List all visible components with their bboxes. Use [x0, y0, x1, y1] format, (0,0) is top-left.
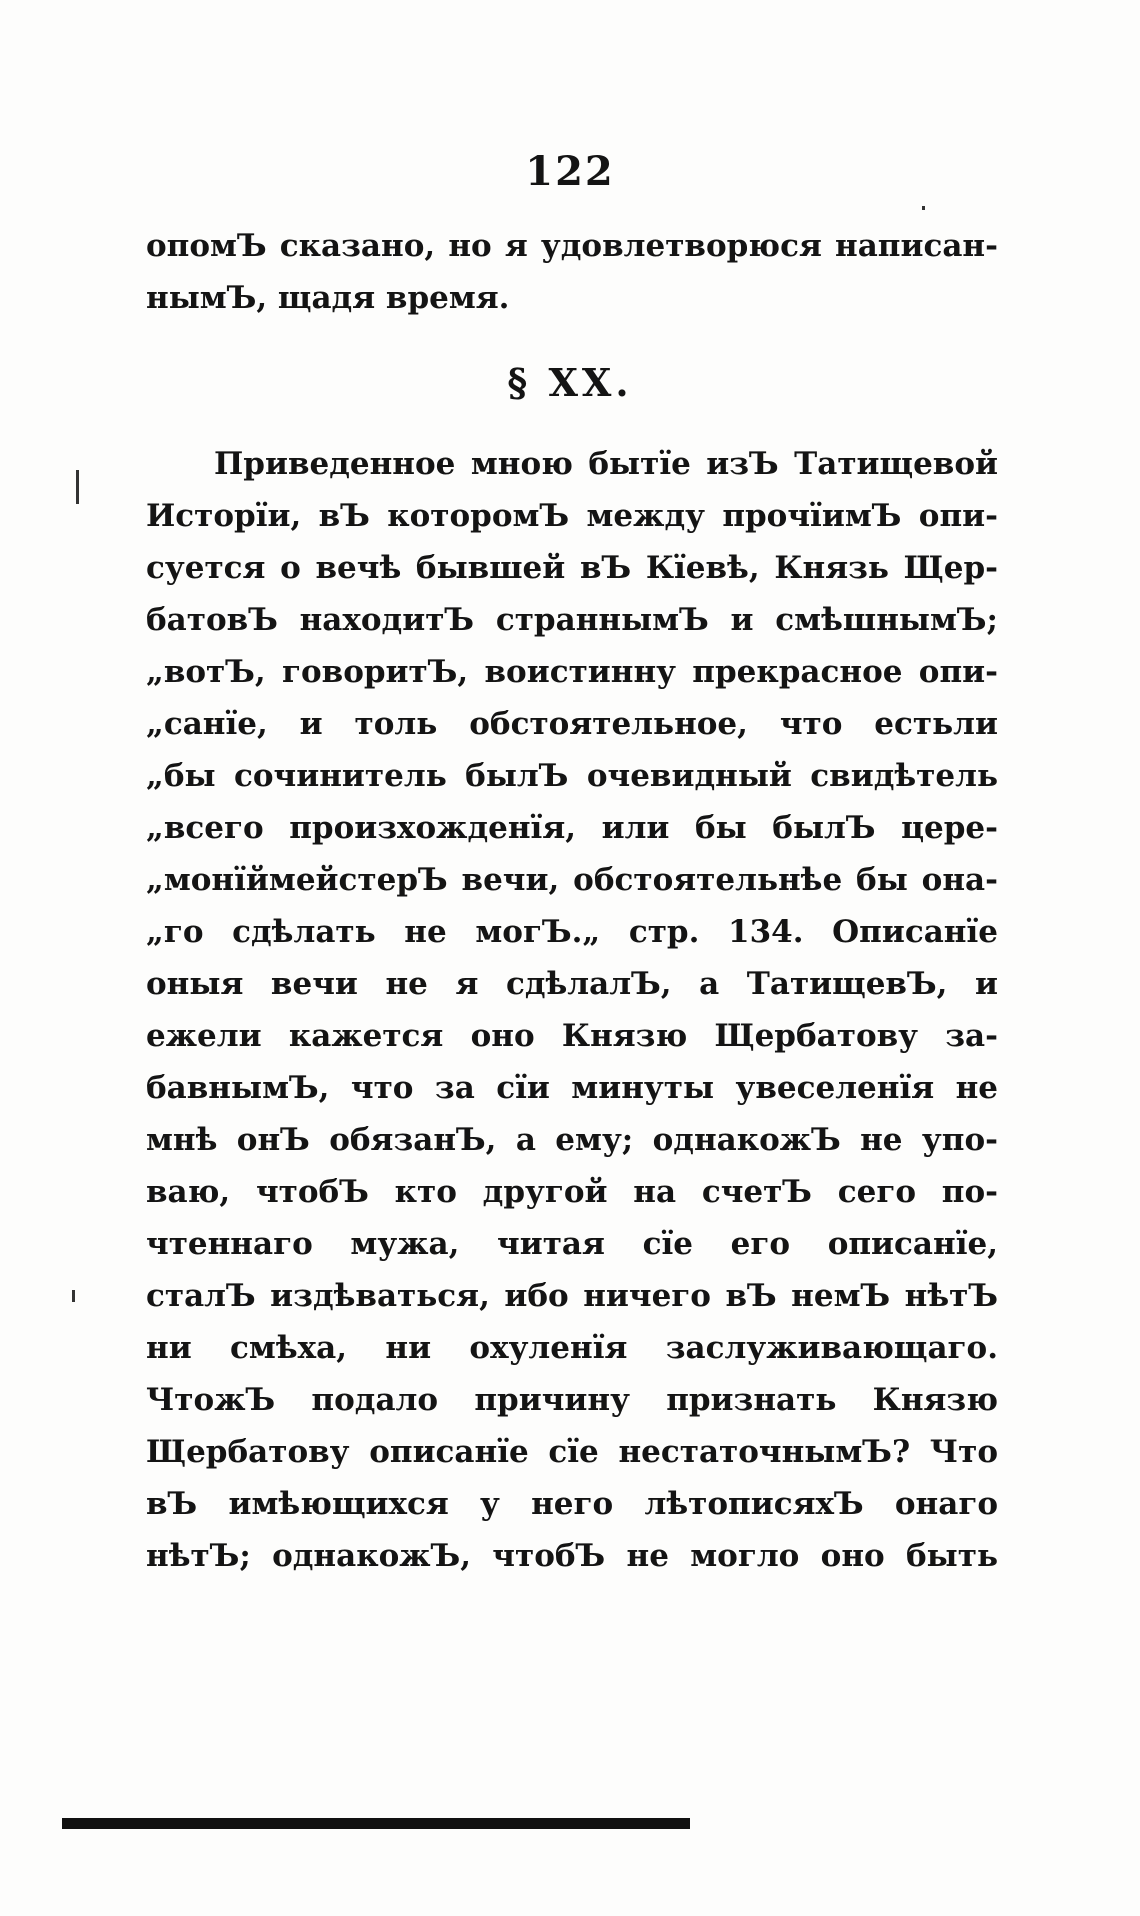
text-line: „го сдѣлать не могЪ.„ стр. 134. Описанїе	[146, 914, 998, 950]
text-line: „санїе, и толь обстоятельное, что естьли	[146, 706, 998, 742]
text-line: „бы сочинитель былЪ очевидный свидѣтель	[146, 758, 998, 794]
text-line: нымЪ, щадя время.	[146, 280, 510, 316]
continuation-paragraph	[146, 220, 998, 324]
text-line: Щербатову описанїе сїе нестаточнымЪ? Что	[146, 1434, 998, 1470]
text-line: Исторїи, вЪ которомЪ между прочїимЪ опи-	[146, 498, 998, 534]
text-line: ваю, чтобЪ кто другой на счетЪ сего по-	[146, 1174, 998, 1210]
text-line: чтеннаго мужа, читая сїе его описанїе,	[146, 1226, 998, 1262]
text-line: „вотЪ, говоритЪ, воистинну прекрасное опи-	[146, 654, 998, 690]
section-heading: § XX.	[507, 360, 633, 405]
text-line: опомЪ сказано, но я удовлетворюся написан-	[146, 228, 998, 264]
text-line: бавнымЪ, что за сїи минуты увеселенїя не	[146, 1070, 998, 1106]
page-number: 122	[525, 148, 615, 195]
text-line: „монїймейстерЪ вечи, обстоятельнѣе бы она-	[146, 862, 998, 898]
text-line: ежели кажется оно Князю Щербатову за-	[146, 1018, 998, 1054]
margin-speck	[72, 1290, 75, 1302]
text-line: ЧтожЪ подало причину признать Князю	[146, 1382, 998, 1418]
text-line: вЪ имѣющихся у него лѣтописяхЪ онаго	[146, 1486, 998, 1522]
text-line: батовЪ находитЪ страннымЪ и смѣшнымЪ;	[146, 602, 998, 638]
text-line: „всего произхожденїя, или бы былЪ цере-	[146, 810, 998, 846]
text-line: суется о вечѣ бывшей вЪ Кїевѣ, Князь Щер-	[146, 550, 998, 586]
margin-speck	[922, 206, 925, 210]
text-line: оныя вечи не я сдѣлалЪ, а ТатищевЪ, и	[146, 966, 998, 1002]
text-line: мнѣ онЪ обязанЪ, а ему; однакожЪ не упо-	[146, 1122, 998, 1158]
section-paragraph	[146, 438, 998, 1582]
text-line: ни смѣха, ни охуленїя заслуживающаго.	[146, 1330, 998, 1366]
text-line: сталЪ издѣваться, ибо ничего вЪ немЪ нѣтЪ	[146, 1278, 998, 1314]
text-line: Приведенное мною бытїе изЪ Татищевой	[214, 446, 998, 482]
text-line: нѣтЪ; однакожЪ, чтобЪ не могло оно быть	[146, 1538, 998, 1574]
margin-speck	[76, 470, 79, 504]
bottom-rule	[62, 1818, 690, 1829]
